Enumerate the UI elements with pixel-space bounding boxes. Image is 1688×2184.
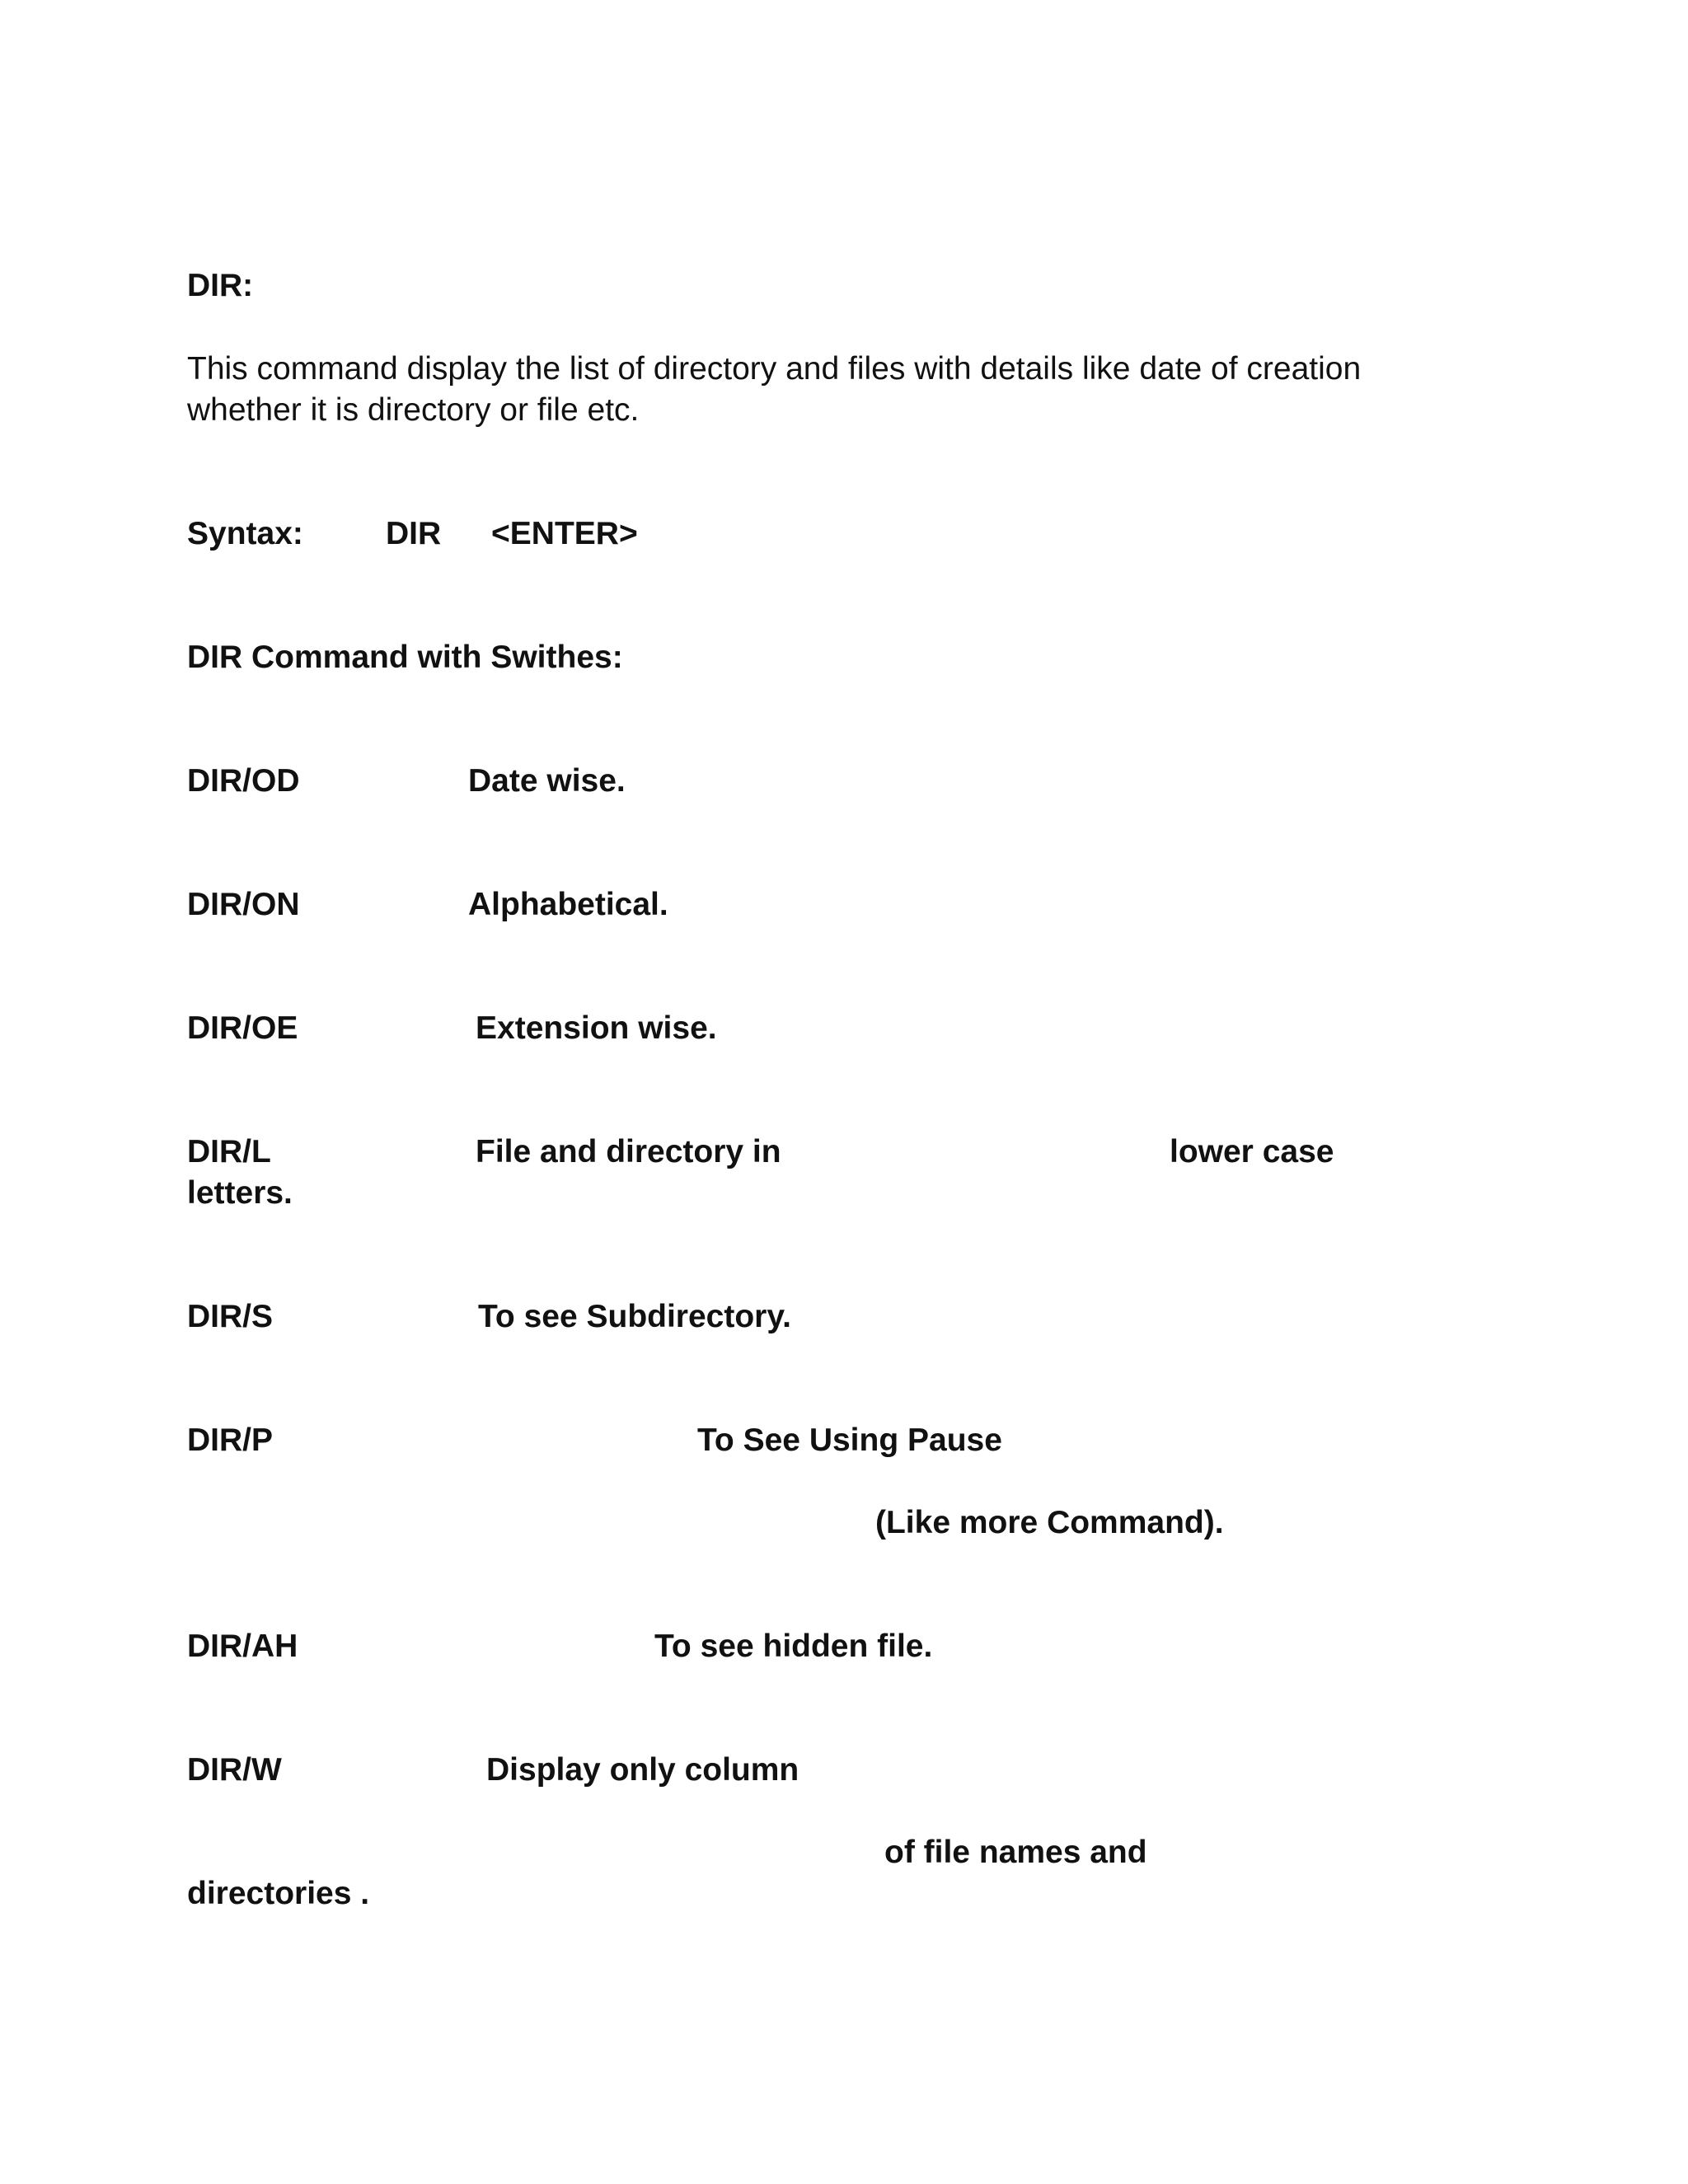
switch-description-continued: (Like more Command). — [875, 1505, 1224, 1540]
switch-command: DIR/OD — [187, 763, 300, 799]
page-title: DIR: — [187, 268, 254, 303]
switch-command: DIR/OE — [187, 1010, 298, 1046]
switch-description: Extension wise. — [476, 1010, 717, 1046]
description-line-2: whether it is directory or file etc. — [187, 392, 640, 428]
switch-description: Display only column — [486, 1752, 799, 1788]
switch-command: DIR/L — [187, 1134, 271, 1169]
switch-command: DIR/AH — [187, 1629, 298, 1664]
switch-command: DIR/S — [187, 1299, 274, 1334]
switch-command: DIR/P — [187, 1422, 274, 1458]
syntax-command: DIR — [386, 516, 442, 551]
switch-command: DIR/W — [187, 1752, 282, 1788]
syntax-key: <ENTER> — [491, 516, 638, 551]
switch-description: To See Using Pause — [697, 1422, 1002, 1458]
switch-description: Alphabetical. — [468, 887, 668, 922]
switch-command: DIR/ON — [187, 887, 300, 922]
switch-description: To see Subdirectory. — [478, 1299, 791, 1334]
switch-description-continued: of file names and — [884, 1835, 1147, 1870]
switch-description: To see hidden file. — [654, 1629, 933, 1664]
switch-description-wrap: letters. — [187, 1175, 293, 1211]
switch-description: Date wise. — [468, 763, 626, 799]
switch-description-continued: lower case — [1170, 1134, 1334, 1169]
description-line-1: This command display the list of directory and files with details like date of creation — [187, 351, 1362, 387]
switch-description-wrap: directories . — [187, 1876, 370, 1911]
syntax-label: Syntax: — [187, 516, 303, 551]
switch-description: File and directory in — [476, 1134, 781, 1169]
switches-heading: DIR Command with Swithes: — [187, 640, 623, 675]
